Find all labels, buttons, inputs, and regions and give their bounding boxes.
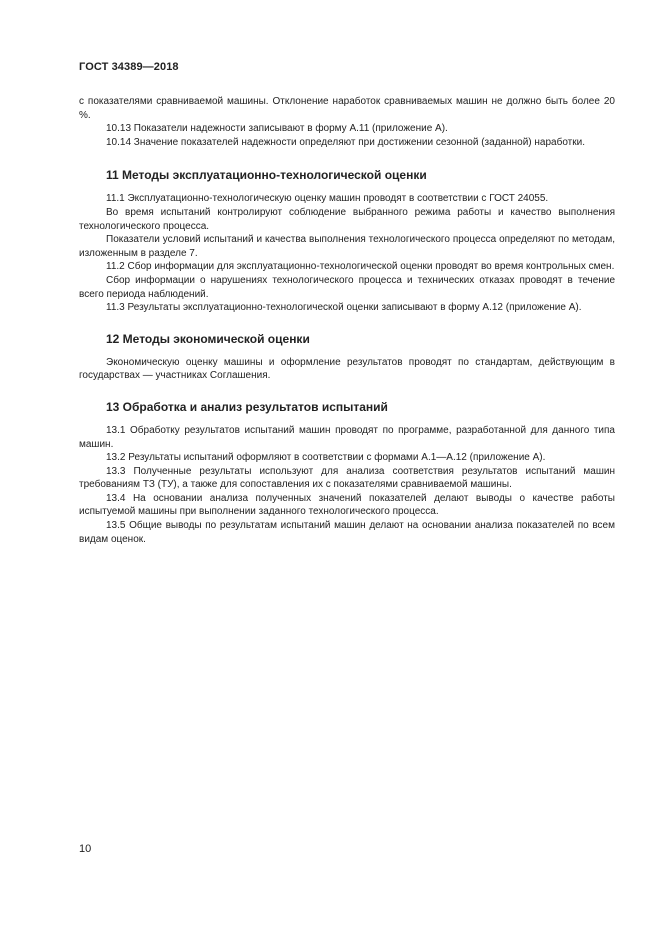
paragraph-10-13: 10.13 Показатели надежности записывают в форму А.11 (приложение А). xyxy=(106,123,448,135)
paragraph-10-14: 10.14 Значение показателей надежности определяют при достижении сезонной (заданной) наработки. xyxy=(106,136,585,148)
paragraph-13-5: 13.5 Общие выводы по результатам испытаний машин делают на основании анализа показателей по всем видам оценок. xyxy=(79,520,615,545)
section-12-title: 12 Методы экономической оценки xyxy=(106,331,310,346)
page-body xyxy=(79,95,615,546)
page-number: 10 xyxy=(79,843,92,855)
document-header: ГОСТ 34389—2018 xyxy=(79,61,179,73)
paragraph-13-3: 13.3 Полученные результаты используют для анализа соответствия результатов испытаний машин требованиям ТЗ (ТУ), а также для сопоставления их с показателями сравниваемой машины. xyxy=(79,465,615,491)
paragraph-13-4: 13.4 На основании анализа полученных значений показателей делают выводы о качестве работы испытуемой машины при выполнении заданного технологического процесса. xyxy=(79,492,615,518)
paragraph-11-3: 11.3 Результаты эксплуатационно-технологической оценки записывают в форму А.12 (приложение А). xyxy=(106,302,582,314)
paragraph-13-2: 13.2 Результаты испытаний оформляют в соответствии с формами А.1—А.12 (приложение А). xyxy=(106,452,546,464)
paragraph-12: Экономическую оценку машины и оформление результатов проводят по стандартам, действующим в государствах — участниках Соглашения. xyxy=(79,356,615,382)
paragraph-11-1: 11.1 Эксплуатационно-технологическую оценку машин проводят в соответствии с ГОСТ 24055. xyxy=(106,193,549,205)
paragraph-11-2: 11.2 Сбор информации для эксплуатационно-технологической оценки проводят во время контрольных смен. xyxy=(106,261,615,273)
section-11-title: 11 Методы эксплуатационно-технологической оценки xyxy=(106,168,427,183)
section-13-title: 13 Обработка и анализ результатов испытаний xyxy=(106,399,388,414)
paragraph-13-1: 13.1 Обработку результатов испытаний машин проводят по программе, разработанной для данного типа машин. xyxy=(79,424,615,450)
paragraph-11-2-b: Сбор информации о нарушениях технологического процесса и технических отказах проводят в течение всего периода наблюдений. xyxy=(79,274,615,300)
paragraph-continuation: с показателями сравниваемой машины. Отклонение наработок сравниваемых машин не должно быть более 20 %. xyxy=(79,96,615,121)
paragraph-11-1-b: Во время испытаний контролируют соблюдение выбранного режима работы и качество выполнения технологического процесса. xyxy=(79,206,615,232)
paragraph-11-1-c: Показатели условий испытаний и качества выполнения технологического процесса определяют по методам, изложенным в разделе 7. xyxy=(79,234,615,259)
